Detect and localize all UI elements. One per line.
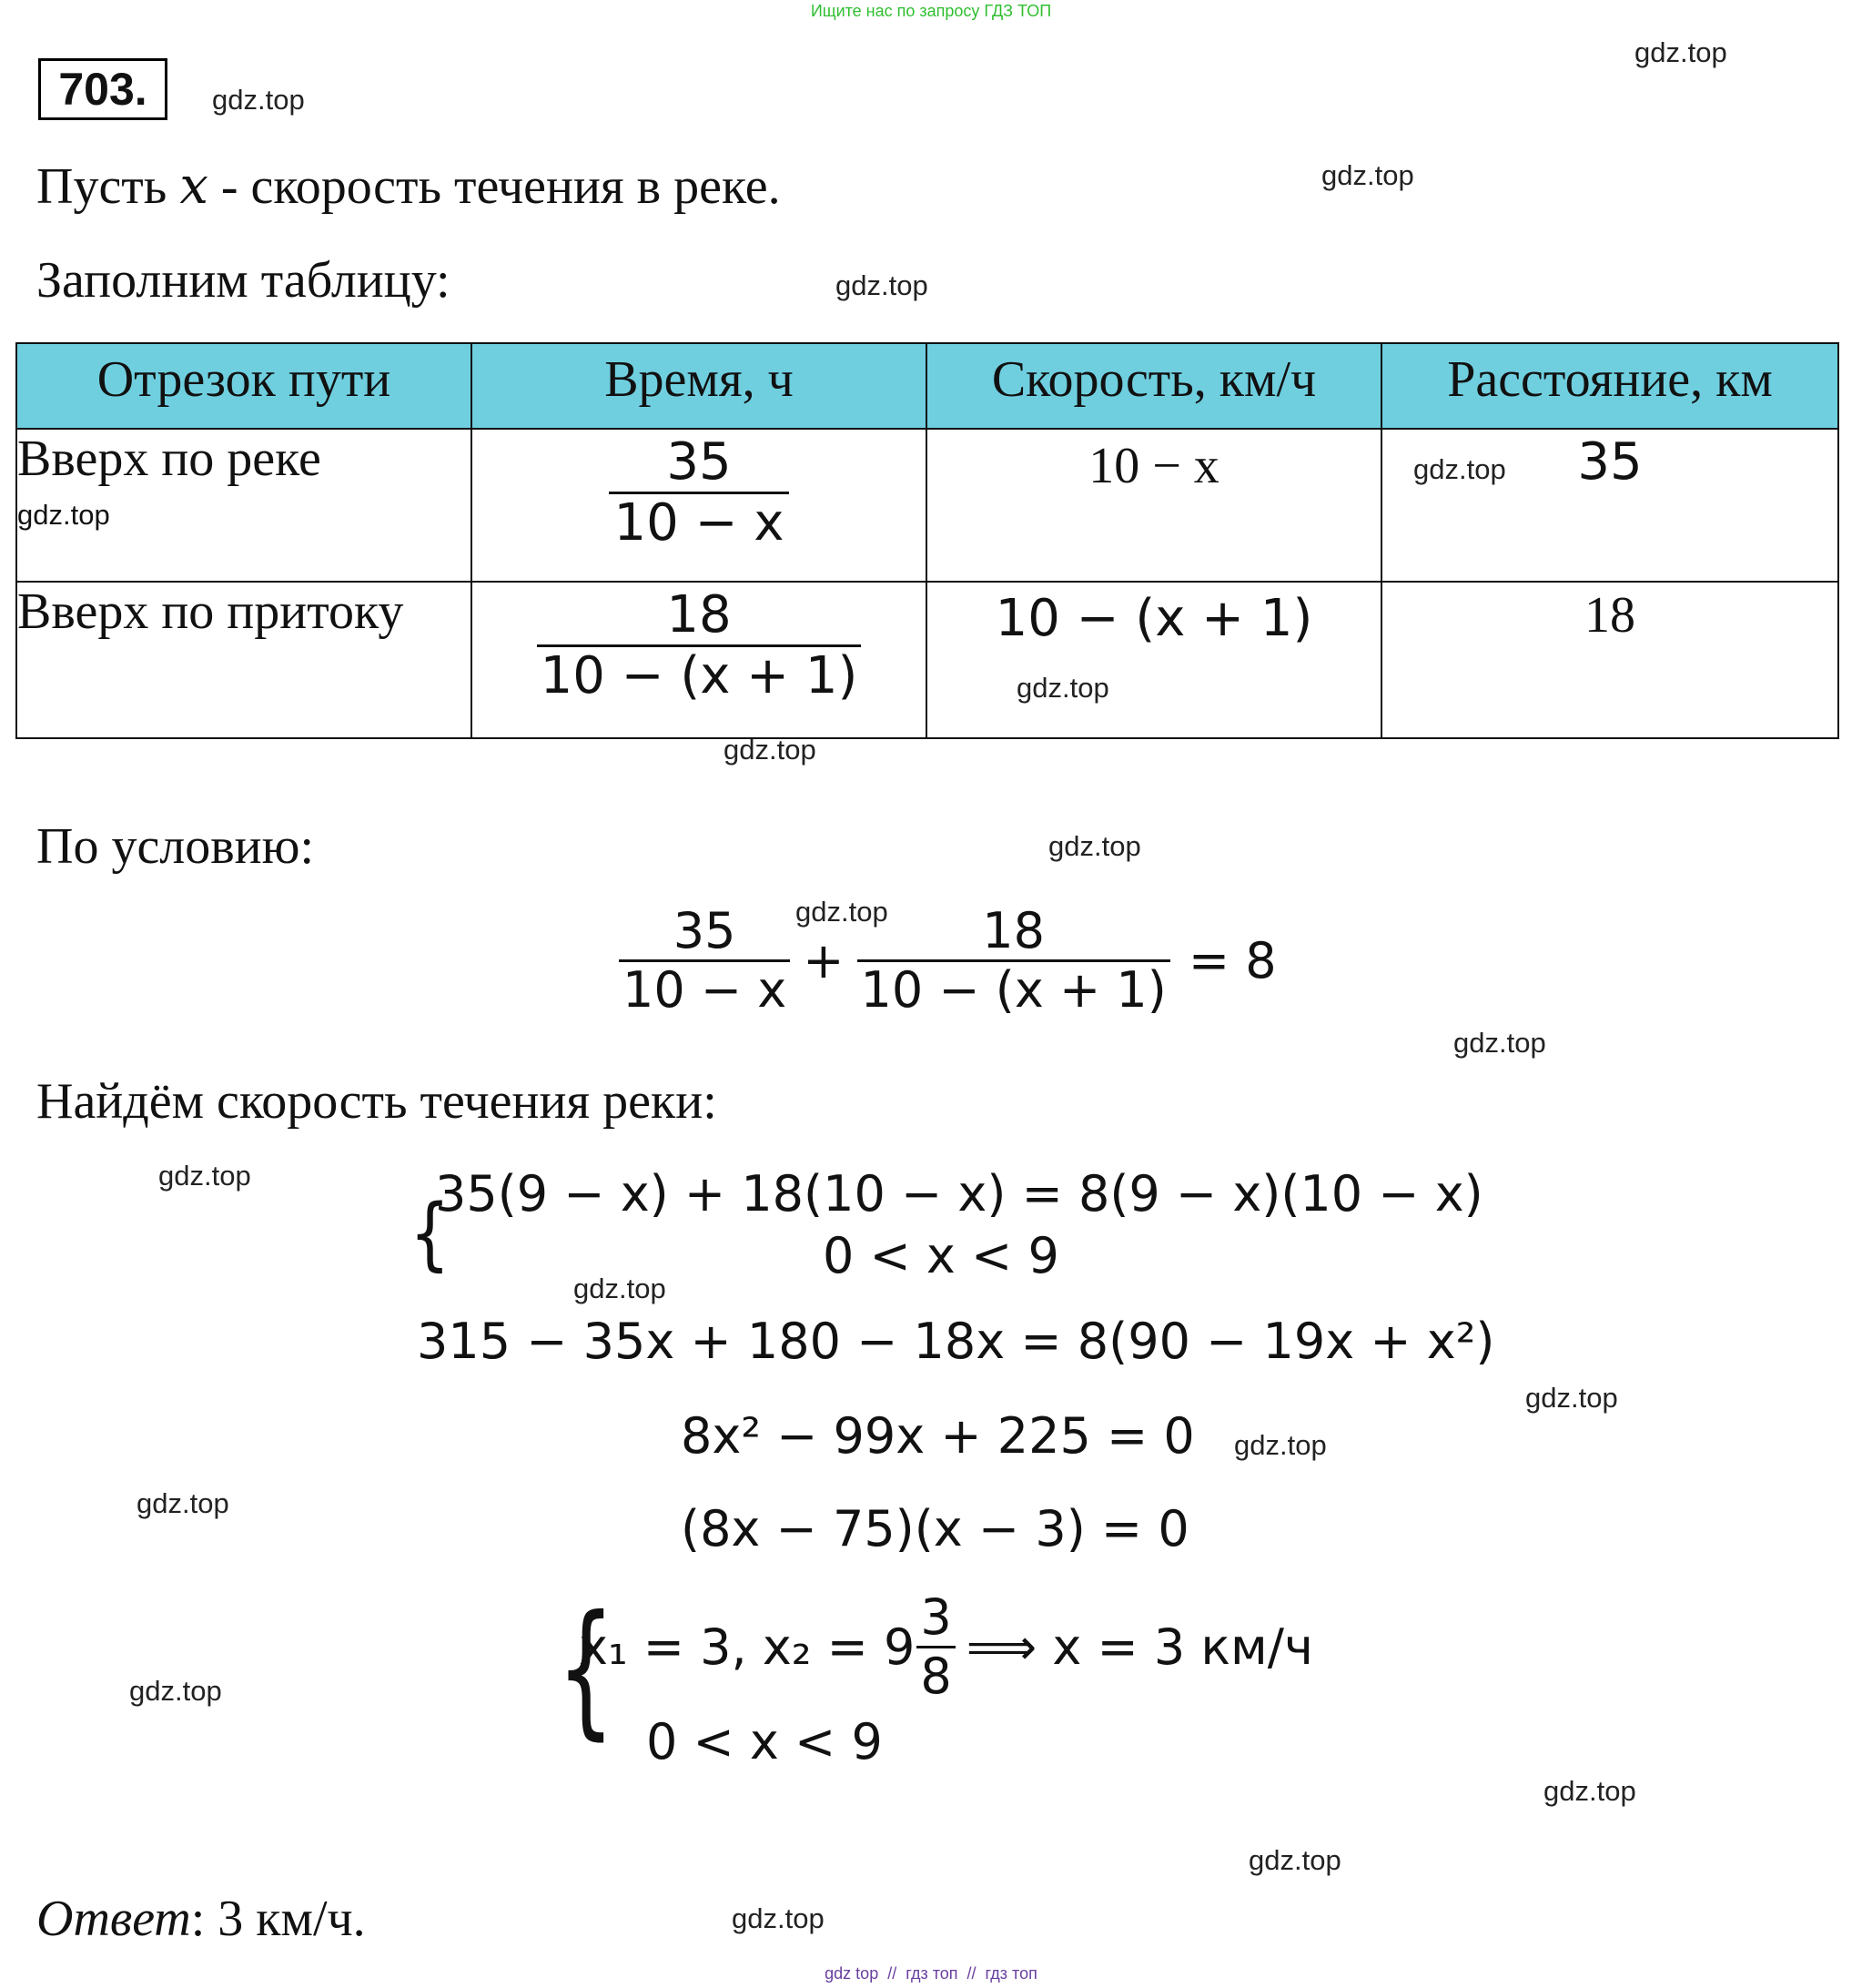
watermark: gdz.top — [1048, 830, 1141, 862]
row1-time-numerator: 35 — [666, 432, 732, 492]
watermark: gdz.top — [1453, 1027, 1546, 1059]
answer — [36, 1890, 366, 1948]
row2-speed — [926, 582, 1381, 738]
step-3: (8x − 75)(x − 3) = 0 — [681, 1500, 1189, 1557]
watermark: gdz.top — [573, 1273, 666, 1304]
main-equation — [619, 903, 1277, 1019]
row1-time-denominator: 10 − x — [609, 492, 790, 553]
row2-time — [471, 582, 926, 738]
row1-speed: 10 − x — [926, 429, 1381, 582]
equation-fraction-2 — [857, 903, 1170, 1019]
row2-time-numerator: 18 — [666, 585, 732, 644]
watermark: gdz.top — [1017, 672, 1109, 704]
step-2: 8x² − 99x + 225 = 0 — [681, 1407, 1195, 1465]
row2-segment: Вверх по притоку — [16, 582, 471, 738]
answer-value: : 3 км/ч. — [190, 1891, 366, 1947]
equation-plus: + — [803, 932, 845, 990]
watermark: gdz.top — [17, 499, 110, 531]
intro-prefix: Пусть — [36, 158, 180, 215]
equation-fraction-1-numerator: 35 — [673, 902, 736, 959]
row1-time-fraction — [609, 433, 790, 553]
table-header-row — [16, 343, 1838, 429]
fill-table-heading: Заполним таблицу: — [36, 252, 450, 309]
watermark: gdz.top — [1543, 1775, 1636, 1807]
equation-fraction-1 — [619, 903, 790, 1019]
header-segment: Отрезок пути — [16, 343, 471, 429]
system-1-line-2: 0 < x < 9 — [823, 1227, 1059, 1284]
row2-time-denominator: 10 − (x + 1) — [537, 644, 862, 705]
header-distance: Расстояние, км — [1381, 343, 1838, 429]
watermark: gdz.top — [732, 1902, 825, 1934]
header-time: Время, ч — [471, 343, 926, 429]
row2-time-fraction — [537, 586, 862, 706]
step-1: 315 − 35x + 180 − 18x = 8(90 − 19x + x²) — [417, 1313, 1495, 1370]
row2-speed-value: 10 − (x + 1) — [995, 589, 1313, 648]
watermark: gdz.top — [137, 1487, 229, 1519]
table-row — [16, 429, 1838, 582]
header-speed: Скорость, км/ч — [926, 343, 1381, 429]
watermark: gdz.top — [1634, 36, 1727, 68]
condition-heading: По условию: — [36, 818, 315, 875]
system-2-implies: ⟹ x = 3 км/ч — [966, 1618, 1313, 1677]
watermark: gdz.top — [1249, 1844, 1341, 1876]
watermark: gdz.top — [158, 1160, 251, 1192]
watermark: gdz.top — [1413, 453, 1506, 485]
system-2-brace: { — [557, 1583, 615, 1754]
system-2-roots: x₁ = 3, x₂ = 9 — [579, 1618, 916, 1677]
mixed-fraction — [916, 1589, 955, 1705]
equation-fraction-2-denominator: 10 − (x + 1) — [857, 959, 1170, 1019]
header-watermark: Ищите нас по запросу ГДЗ ТОП — [810, 2, 1052, 20]
watermark: gdz.top — [795, 896, 888, 928]
data-table — [15, 342, 1839, 739]
equation-fraction-1-denominator: 10 − x — [619, 959, 790, 1019]
mixed-fraction-numerator: 3 — [920, 1588, 952, 1646]
footer-watermark: gdz top // гдз топ // гдз топ — [825, 1964, 1037, 1983]
answer-label: Ответ — [36, 1891, 191, 1947]
watermark: gdz.top — [212, 84, 305, 116]
mixed-fraction-denominator: 8 — [916, 1646, 955, 1705]
intro-variable: x — [179, 157, 208, 216]
equation-rhs: = 8 — [1188, 932, 1277, 990]
intro-suffix: - скорость течения в реке. — [207, 158, 781, 215]
watermark: gdz.top — [835, 269, 928, 301]
system-1-brace: { — [410, 1186, 450, 1280]
row1-distance — [1381, 429, 1838, 582]
row1-time — [471, 429, 926, 582]
watermark: gdz.top — [1234, 1429, 1327, 1461]
equation-fraction-2-numerator: 18 — [982, 902, 1046, 959]
row1-segment-label: Вверх по реке — [17, 431, 321, 487]
row2-distance: 18 — [1381, 582, 1838, 738]
row1-segment — [16, 429, 471, 582]
watermark: gdz.top — [724, 734, 816, 766]
watermark: gdz.top — [1321, 159, 1414, 191]
row1-distance-value: 35 — [1577, 432, 1643, 492]
table-row — [16, 582, 1838, 738]
watermark: gdz.top — [129, 1675, 222, 1707]
find-speed-heading: Найдём скорость течения реки: — [36, 1073, 717, 1130]
intro-text — [36, 157, 781, 216]
system-2-line-1 — [579, 1589, 1313, 1705]
system-1-line-1: 35(9 − x) + 18(10 − x) = 8(9 − x)(10 − x) — [435, 1165, 1483, 1222]
watermark: gdz.top — [1525, 1382, 1618, 1414]
problem-number: 703. — [38, 58, 167, 120]
system-2-line-2: 0 < x < 9 — [646, 1713, 883, 1770]
